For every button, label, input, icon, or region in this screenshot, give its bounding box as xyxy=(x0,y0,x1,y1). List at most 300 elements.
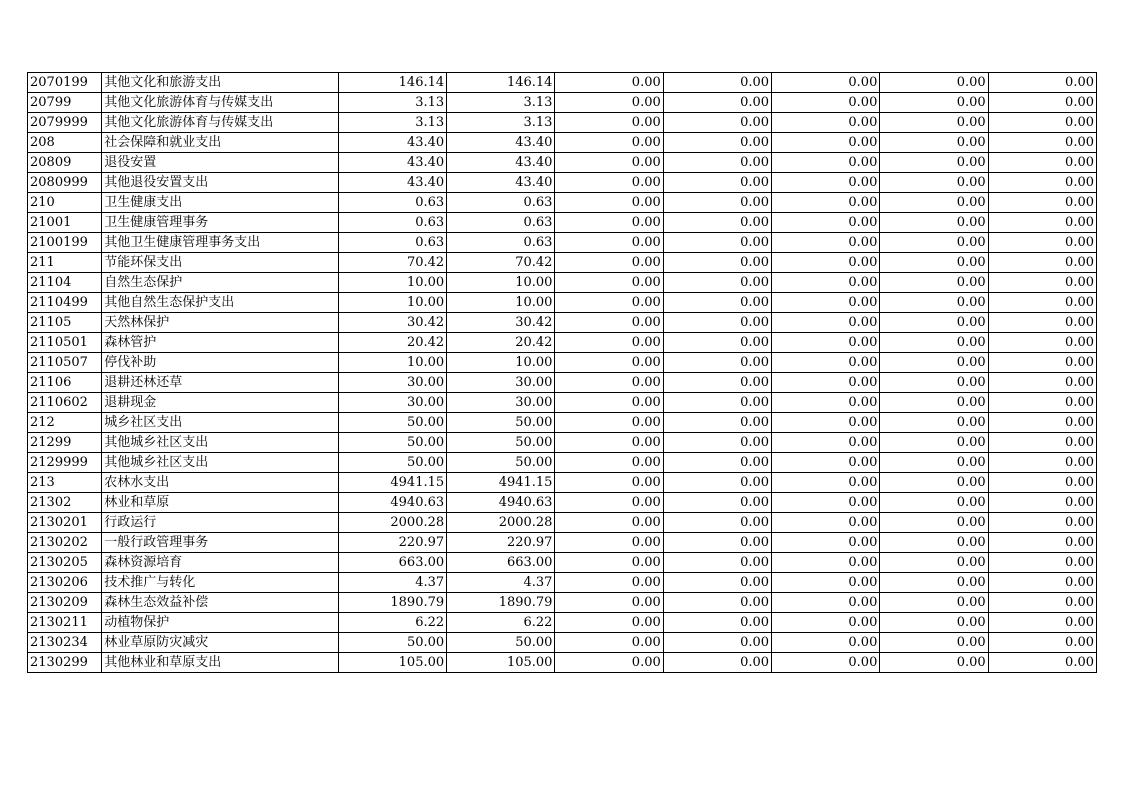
cell-function-name: 行政运行 xyxy=(102,513,339,533)
cell-amount: 0.00 xyxy=(555,473,663,493)
cell-function-name: 社会保障和就业支出 xyxy=(102,133,339,153)
cell-amount: 0.00 xyxy=(555,633,663,653)
cell-function-name: 森林资源培育 xyxy=(102,553,339,573)
cell-amount: 50.00 xyxy=(338,453,446,473)
cell-amount: 0.00 xyxy=(880,573,988,593)
cell-amount: 0.00 xyxy=(772,613,880,633)
cell-amount: 0.00 xyxy=(663,133,771,153)
cell-amount: 10.00 xyxy=(447,273,555,293)
cell-amount: 105.00 xyxy=(447,653,555,673)
cell-amount: 0.00 xyxy=(555,133,663,153)
cell-amount: 0.00 xyxy=(988,453,1096,473)
cell-amount: 0.00 xyxy=(663,493,771,513)
cell-amount: 0.00 xyxy=(880,593,988,613)
cell-amount: 30.42 xyxy=(338,313,446,333)
cell-amount: 0.00 xyxy=(880,433,988,453)
cell-amount: 10.00 xyxy=(338,273,446,293)
table-row xyxy=(28,133,1097,153)
cell-amount: 0.00 xyxy=(772,553,880,573)
cell-amount: 0.00 xyxy=(988,233,1096,253)
cell-amount: 663.00 xyxy=(447,553,555,573)
cell-amount: 0.00 xyxy=(880,653,988,673)
table-row xyxy=(28,413,1097,433)
cell-amount: 0.00 xyxy=(555,353,663,373)
cell-amount: 0.00 xyxy=(772,233,880,253)
cell-amount: 0.00 xyxy=(663,293,771,313)
cell-amount: 0.00 xyxy=(880,373,988,393)
cell-amount: 0.00 xyxy=(663,93,771,113)
cell-amount: 0.00 xyxy=(988,433,1096,453)
cell-amount: 0.00 xyxy=(772,293,880,313)
table-row xyxy=(28,533,1097,553)
cell-amount: 0.00 xyxy=(772,313,880,333)
cell-amount: 0.00 xyxy=(663,73,771,93)
cell-amount: 0.00 xyxy=(988,333,1096,353)
cell-amount: 43.40 xyxy=(447,133,555,153)
cell-amount: 0.00 xyxy=(555,393,663,413)
cell-function-code: 2079999 xyxy=(28,113,102,133)
table-row xyxy=(28,433,1097,453)
cell-amount: 0.00 xyxy=(880,293,988,313)
cell-function-name: 卫生健康支出 xyxy=(102,193,339,213)
cell-amount: 6.22 xyxy=(447,613,555,633)
cell-function-code: 2070199 xyxy=(28,73,102,93)
cell-function-name: 退耕现金 xyxy=(102,393,339,413)
cell-amount: 0.00 xyxy=(663,193,771,213)
cell-amount: 0.00 xyxy=(880,213,988,233)
table-row xyxy=(28,573,1097,593)
cell-amount: 0.00 xyxy=(880,613,988,633)
cell-amount: 3.13 xyxy=(338,113,446,133)
cell-amount: 43.40 xyxy=(338,153,446,173)
cell-amount: 0.00 xyxy=(555,73,663,93)
cell-function-name: 其他城乡社区支出 xyxy=(102,453,339,473)
cell-amount: 20.42 xyxy=(447,333,555,353)
cell-amount: 30.00 xyxy=(338,393,446,413)
cell-amount: 0.00 xyxy=(772,493,880,513)
cell-amount: 0.00 xyxy=(555,513,663,533)
cell-function-name: 其他文化和旅游支出 xyxy=(102,73,339,93)
cell-amount: 0.00 xyxy=(663,393,771,413)
cell-function-code: 21001 xyxy=(28,213,102,233)
cell-amount: 0.00 xyxy=(880,173,988,193)
cell-amount: 0.00 xyxy=(663,573,771,593)
cell-amount: 105.00 xyxy=(338,653,446,673)
cell-amount: 0.00 xyxy=(663,633,771,653)
cell-amount: 0.00 xyxy=(663,473,771,493)
cell-amount: 0.00 xyxy=(772,253,880,273)
cell-amount: 0.00 xyxy=(772,413,880,433)
cell-function-name: 其他林业和草原支出 xyxy=(102,653,339,673)
cell-amount: 0.00 xyxy=(663,413,771,433)
table-row xyxy=(28,633,1097,653)
cell-function-code: 208 xyxy=(28,133,102,153)
cell-amount: 4.37 xyxy=(338,573,446,593)
cell-amount: 10.00 xyxy=(447,353,555,373)
cell-amount: 0.00 xyxy=(555,333,663,353)
cell-amount: 0.00 xyxy=(880,253,988,273)
cell-amount: 43.40 xyxy=(447,153,555,173)
cell-amount: 0.00 xyxy=(555,593,663,613)
cell-function-code: 2110507 xyxy=(28,353,102,373)
cell-amount: 4940.63 xyxy=(447,493,555,513)
cell-function-name: 天然林保护 xyxy=(102,313,339,333)
cell-amount: 2000.28 xyxy=(447,513,555,533)
cell-amount: 30.00 xyxy=(447,393,555,413)
cell-amount: 0.00 xyxy=(880,133,988,153)
table-row xyxy=(28,153,1097,173)
cell-amount: 0.00 xyxy=(880,153,988,173)
cell-amount: 50.00 xyxy=(447,433,555,453)
cell-function-code: 2110501 xyxy=(28,333,102,353)
cell-function-name: 其他卫生健康管理事务支出 xyxy=(102,233,339,253)
cell-amount: 0.00 xyxy=(772,573,880,593)
cell-amount: 0.00 xyxy=(772,453,880,473)
cell-amount: 0.00 xyxy=(880,533,988,553)
cell-amount: 50.00 xyxy=(338,633,446,653)
cell-amount: 0.00 xyxy=(663,513,771,533)
cell-amount: 0.00 xyxy=(772,653,880,673)
table-row xyxy=(28,393,1097,413)
cell-amount: 0.00 xyxy=(988,633,1096,653)
cell-amount: 0.00 xyxy=(663,253,771,273)
cell-amount: 0.00 xyxy=(663,533,771,553)
cell-amount: 0.00 xyxy=(663,353,771,373)
cell-function-code: 211 xyxy=(28,253,102,273)
cell-function-code: 2130234 xyxy=(28,633,102,653)
cell-amount: 0.00 xyxy=(555,373,663,393)
cell-amount: 0.00 xyxy=(880,233,988,253)
table-row xyxy=(28,93,1097,113)
cell-amount: 220.97 xyxy=(338,533,446,553)
cell-amount: 0.00 xyxy=(988,653,1096,673)
cell-function-code: 2130205 xyxy=(28,553,102,573)
cell-function-name: 退役安置 xyxy=(102,153,339,173)
cell-amount: 0.00 xyxy=(663,373,771,393)
cell-amount: 0.00 xyxy=(663,453,771,473)
cell-amount: 0.00 xyxy=(555,653,663,673)
cell-amount: 0.00 xyxy=(988,533,1096,553)
cell-amount: 0.00 xyxy=(988,593,1096,613)
cell-amount: 0.00 xyxy=(988,513,1096,533)
cell-amount: 0.00 xyxy=(988,473,1096,493)
cell-amount: 0.63 xyxy=(447,193,555,213)
cell-function-code: 21299 xyxy=(28,433,102,453)
cell-function-code: 20809 xyxy=(28,153,102,173)
cell-amount: 0.00 xyxy=(880,113,988,133)
cell-amount: 0.00 xyxy=(555,553,663,573)
cell-function-name: 节能环保支出 xyxy=(102,253,339,273)
cell-amount: 0.00 xyxy=(772,533,880,553)
cell-amount: 0.00 xyxy=(772,353,880,373)
cell-amount: 4940.63 xyxy=(338,493,446,513)
cell-amount: 0.00 xyxy=(988,273,1096,293)
table-row xyxy=(28,233,1097,253)
cell-amount: 0.00 xyxy=(880,413,988,433)
cell-function-code: 2130202 xyxy=(28,533,102,553)
table-row xyxy=(28,333,1097,353)
cell-amount: 0.00 xyxy=(663,273,771,293)
cell-amount: 0.00 xyxy=(663,153,771,173)
cell-amount: 20.42 xyxy=(338,333,446,353)
cell-amount: 0.00 xyxy=(988,113,1096,133)
cell-amount: 0.00 xyxy=(772,153,880,173)
table-row xyxy=(28,113,1097,133)
cell-amount: 0.00 xyxy=(772,473,880,493)
cell-amount: 0.00 xyxy=(880,313,988,333)
cell-amount: 0.00 xyxy=(988,253,1096,273)
cell-amount: 0.00 xyxy=(555,293,663,313)
table-row xyxy=(28,353,1097,373)
cell-amount: 0.00 xyxy=(663,613,771,633)
cell-amount: 0.63 xyxy=(338,233,446,253)
cell-amount: 0.00 xyxy=(772,213,880,233)
cell-amount: 50.00 xyxy=(338,433,446,453)
cell-amount: 0.00 xyxy=(663,553,771,573)
cell-amount: 0.00 xyxy=(663,593,771,613)
cell-amount: 0.00 xyxy=(988,373,1096,393)
cell-function-name: 动植物保护 xyxy=(102,613,339,633)
cell-amount: 0.00 xyxy=(555,313,663,333)
cell-amount: 0.00 xyxy=(880,553,988,573)
cell-amount: 0.00 xyxy=(772,273,880,293)
cell-amount: 0.00 xyxy=(555,113,663,133)
table-row xyxy=(28,293,1097,313)
cell-amount: 10.00 xyxy=(447,293,555,313)
cell-amount: 0.00 xyxy=(555,433,663,453)
cell-amount: 0.00 xyxy=(988,353,1096,373)
cell-amount: 0.63 xyxy=(338,213,446,233)
cell-amount: 1890.79 xyxy=(338,593,446,613)
cell-amount: 0.63 xyxy=(447,213,555,233)
cell-amount: 30.00 xyxy=(447,373,555,393)
cell-amount: 0.00 xyxy=(988,93,1096,113)
cell-function-code: 21104 xyxy=(28,273,102,293)
cell-amount: 0.00 xyxy=(880,93,988,113)
table-row xyxy=(28,593,1097,613)
cell-amount: 0.00 xyxy=(772,513,880,533)
cell-amount: 0.00 xyxy=(772,593,880,613)
cell-amount: 0.00 xyxy=(772,333,880,353)
cell-amount: 663.00 xyxy=(338,553,446,573)
cell-amount: 0.00 xyxy=(555,493,663,513)
cell-amount: 43.40 xyxy=(338,133,446,153)
cell-function-name: 其他退役安置支出 xyxy=(102,173,339,193)
table-row xyxy=(28,513,1097,533)
cell-amount: 0.00 xyxy=(988,293,1096,313)
cell-amount: 0.00 xyxy=(555,173,663,193)
cell-function-name: 其他自然生态保护支出 xyxy=(102,293,339,313)
cell-amount: 0.00 xyxy=(880,333,988,353)
table-row xyxy=(28,193,1097,213)
cell-amount: 0.00 xyxy=(772,93,880,113)
cell-amount: 0.00 xyxy=(663,653,771,673)
cell-amount: 0.00 xyxy=(880,353,988,373)
cell-function-code: 212 xyxy=(28,413,102,433)
table-row xyxy=(28,313,1097,333)
cell-function-name: 技术推广与转化 xyxy=(102,573,339,593)
cell-amount: 2000.28 xyxy=(338,513,446,533)
cell-amount: 0.00 xyxy=(880,513,988,533)
cell-function-name: 退耕还林还草 xyxy=(102,373,339,393)
cell-amount: 0.00 xyxy=(555,453,663,473)
table-row xyxy=(28,473,1097,493)
cell-amount: 43.40 xyxy=(447,173,555,193)
cell-amount: 0.00 xyxy=(663,213,771,233)
cell-amount: 4.37 xyxy=(447,573,555,593)
cell-amount: 0.00 xyxy=(555,253,663,273)
cell-function-code: 2110499 xyxy=(28,293,102,313)
cell-amount: 3.13 xyxy=(447,93,555,113)
cell-amount: 10.00 xyxy=(338,353,446,373)
cell-amount: 0.00 xyxy=(988,553,1096,573)
cell-function-name: 其他文化旅游体育与传媒支出 xyxy=(102,93,339,113)
table-row xyxy=(28,493,1097,513)
cell-amount: 4941.15 xyxy=(338,473,446,493)
cell-amount: 43.40 xyxy=(338,173,446,193)
cell-amount: 0.00 xyxy=(772,373,880,393)
cell-amount: 0.00 xyxy=(988,393,1096,413)
cell-amount: 3.13 xyxy=(338,93,446,113)
cell-amount: 50.00 xyxy=(447,453,555,473)
cell-amount: 0.00 xyxy=(880,193,988,213)
table-row xyxy=(28,453,1097,473)
cell-amount: 0.00 xyxy=(663,333,771,353)
cell-amount: 0.00 xyxy=(988,493,1096,513)
cell-amount: 0.00 xyxy=(663,313,771,333)
cell-function-code: 2130201 xyxy=(28,513,102,533)
cell-function-name: 停伐补助 xyxy=(102,353,339,373)
expenditure-table xyxy=(27,72,1097,673)
cell-amount: 0.63 xyxy=(338,193,446,213)
table-row xyxy=(28,213,1097,233)
cell-function-code: 2100199 xyxy=(28,233,102,253)
cell-amount: 0.00 xyxy=(988,313,1096,333)
cell-function-name: 森林生态效益补偿 xyxy=(102,593,339,613)
cell-amount: 50.00 xyxy=(447,413,555,433)
cell-function-code: 21106 xyxy=(28,373,102,393)
cell-function-name: 其他城乡社区支出 xyxy=(102,433,339,453)
cell-function-code: 20799 xyxy=(28,93,102,113)
cell-amount: 0.00 xyxy=(772,133,880,153)
cell-amount: 0.00 xyxy=(988,573,1096,593)
cell-amount: 0.00 xyxy=(663,173,771,193)
cell-amount: 3.13 xyxy=(447,113,555,133)
cell-amount: 0.00 xyxy=(772,73,880,93)
cell-amount: 4941.15 xyxy=(447,473,555,493)
cell-function-code: 2129999 xyxy=(28,453,102,473)
cell-amount: 0.00 xyxy=(988,173,1096,193)
cell-amount: 50.00 xyxy=(338,413,446,433)
cell-amount: 0.00 xyxy=(880,393,988,413)
cell-function-code: 2130206 xyxy=(28,573,102,593)
table-row xyxy=(28,373,1097,393)
cell-amount: 0.63 xyxy=(447,233,555,253)
cell-function-code: 213 xyxy=(28,473,102,493)
cell-function-name: 其他文化旅游体育与传媒支出 xyxy=(102,113,339,133)
cell-amount: 1890.79 xyxy=(447,593,555,613)
cell-function-name: 自然生态保护 xyxy=(102,273,339,293)
cell-amount: 30.00 xyxy=(338,373,446,393)
cell-amount: 0.00 xyxy=(663,433,771,453)
cell-amount: 0.00 xyxy=(772,193,880,213)
cell-amount: 6.22 xyxy=(338,613,446,633)
cell-amount: 0.00 xyxy=(663,233,771,253)
table-row xyxy=(28,173,1097,193)
cell-amount: 0.00 xyxy=(772,393,880,413)
cell-amount: 0.00 xyxy=(988,413,1096,433)
cell-amount: 0.00 xyxy=(772,633,880,653)
cell-amount: 0.00 xyxy=(988,133,1096,153)
cell-amount: 0.00 xyxy=(555,213,663,233)
cell-amount: 0.00 xyxy=(555,233,663,253)
cell-amount: 0.00 xyxy=(988,193,1096,213)
table-body xyxy=(28,73,1097,673)
cell-amount: 30.42 xyxy=(447,313,555,333)
cell-amount: 10.00 xyxy=(338,293,446,313)
cell-amount: 0.00 xyxy=(880,633,988,653)
cell-amount: 0.00 xyxy=(988,73,1096,93)
cell-amount: 50.00 xyxy=(447,633,555,653)
cell-amount: 0.00 xyxy=(555,193,663,213)
cell-amount: 0.00 xyxy=(880,493,988,513)
cell-amount: 70.42 xyxy=(338,253,446,273)
table-row xyxy=(28,553,1097,573)
cell-amount: 0.00 xyxy=(555,93,663,113)
cell-function-code: 2130299 xyxy=(28,653,102,673)
cell-amount: 146.14 xyxy=(447,73,555,93)
cell-amount: 0.00 xyxy=(555,153,663,173)
cell-amount: 0.00 xyxy=(555,273,663,293)
cell-amount: 0.00 xyxy=(880,453,988,473)
cell-amount: 0.00 xyxy=(880,73,988,93)
cell-amount: 70.42 xyxy=(447,253,555,273)
cell-function-code: 2110602 xyxy=(28,393,102,413)
cell-function-code: 21302 xyxy=(28,493,102,513)
cell-amount: 220.97 xyxy=(447,533,555,553)
cell-amount: 0.00 xyxy=(988,153,1096,173)
cell-amount: 0.00 xyxy=(555,413,663,433)
cell-amount: 0.00 xyxy=(880,473,988,493)
cell-amount: 0.00 xyxy=(988,613,1096,633)
table-row xyxy=(28,253,1097,273)
cell-amount: 0.00 xyxy=(988,213,1096,233)
cell-function-name: 森林管护 xyxy=(102,333,339,353)
cell-function-name: 一般行政管理事务 xyxy=(102,533,339,553)
cell-amount: 0.00 xyxy=(772,433,880,453)
cell-function-code: 2130209 xyxy=(28,593,102,613)
cell-function-name: 农林水支出 xyxy=(102,473,339,493)
cell-function-code: 210 xyxy=(28,193,102,213)
cell-amount: 0.00 xyxy=(555,573,663,593)
table-row xyxy=(28,73,1097,93)
cell-function-name: 林业和草原 xyxy=(102,493,339,513)
cell-amount: 0.00 xyxy=(555,533,663,553)
cell-amount: 0.00 xyxy=(880,273,988,293)
cell-function-code: 2130211 xyxy=(28,613,102,633)
cell-function-name: 卫生健康管理事务 xyxy=(102,213,339,233)
cell-amount: 0.00 xyxy=(772,113,880,133)
cell-amount: 0.00 xyxy=(772,173,880,193)
table-row xyxy=(28,613,1097,633)
cell-amount: 0.00 xyxy=(663,113,771,133)
cell-function-name: 林业草原防灾减灾 xyxy=(102,633,339,653)
cell-function-code: 2080999 xyxy=(28,173,102,193)
table-row xyxy=(28,653,1097,673)
cell-amount: 0.00 xyxy=(555,613,663,633)
cell-function-name: 城乡社区支出 xyxy=(102,413,339,433)
cell-function-code: 21105 xyxy=(28,313,102,333)
